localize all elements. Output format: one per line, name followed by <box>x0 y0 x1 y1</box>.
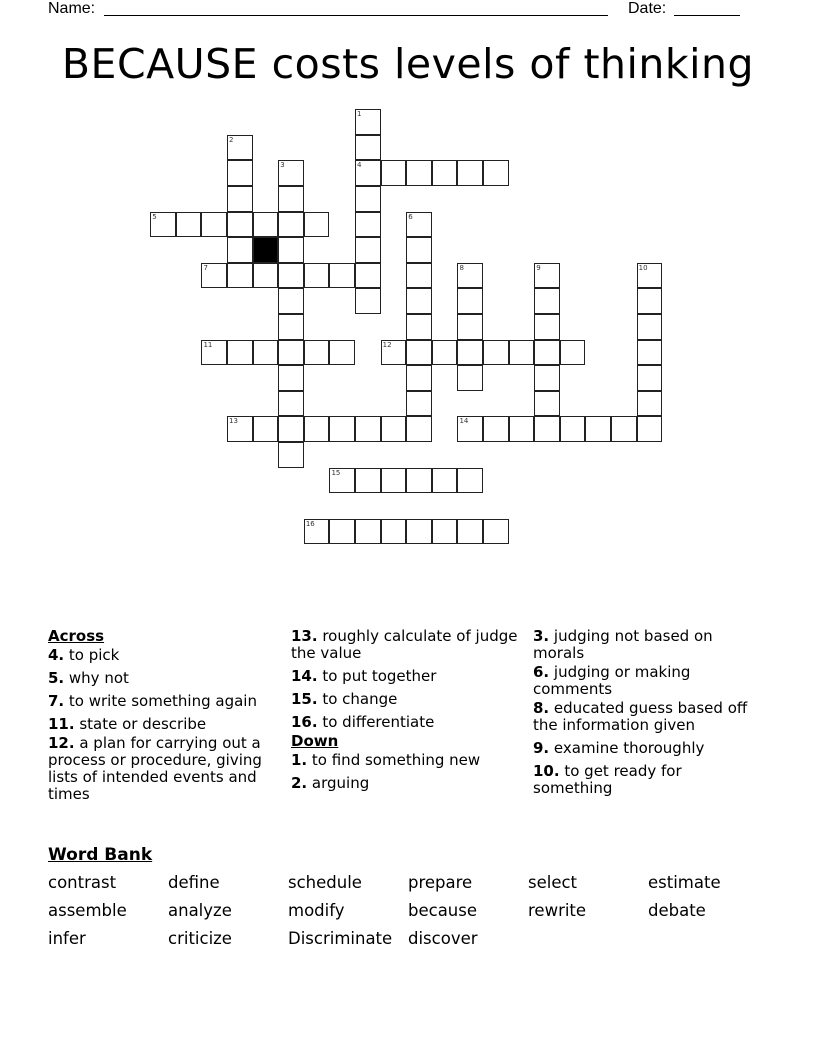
grid-cell[interactable] <box>637 391 663 417</box>
grid-cell[interactable] <box>406 468 432 494</box>
word-bank-item: select <box>528 873 578 892</box>
grid-cell[interactable] <box>355 416 381 442</box>
grid-cell[interactable] <box>457 340 483 366</box>
grid-cell[interactable] <box>509 416 535 442</box>
grid-cell[interactable] <box>406 416 432 442</box>
word-bank <box>48 873 768 948</box>
clue-down-1: 1. to find something new <box>291 751 481 769</box>
grid-cell[interactable] <box>406 288 432 314</box>
clue-number: 4 <box>357 161 362 170</box>
grid-cell[interactable] <box>227 212 253 238</box>
clues-column-2 <box>291 628 521 798</box>
clues-column-1 <box>48 628 278 809</box>
grid-cell[interactable] <box>278 314 304 340</box>
clue-across-4: 4. to pick <box>48 646 120 664</box>
grid-cell[interactable] <box>278 288 304 314</box>
name-label: Name: <box>48 0 96 17</box>
grid-cell[interactable] <box>560 416 586 442</box>
grid-cell[interactable] <box>406 160 432 186</box>
grid-cell[interactable] <box>201 263 227 289</box>
grid-cell[interactable] <box>457 160 483 186</box>
grid-cell[interactable] <box>560 340 586 366</box>
clue-number: 7 <box>203 263 208 272</box>
grid-cell[interactable] <box>585 416 611 442</box>
grid-cell[interactable] <box>150 212 176 238</box>
grid-cell[interactable] <box>227 160 253 186</box>
clue-down-6: 6. judging or making comments <box>533 663 691 698</box>
grid-cell[interactable] <box>637 416 663 442</box>
grid-cell[interactable] <box>304 340 330 366</box>
grid-cell[interactable] <box>355 135 381 161</box>
grid-cell[interactable] <box>278 186 304 212</box>
grid-cell[interactable] <box>253 263 279 289</box>
clue-number: 9 <box>536 263 541 272</box>
clue-down-2: 2. arguing <box>291 774 370 792</box>
grid-cell[interactable] <box>176 212 202 238</box>
grid-cell[interactable] <box>355 519 381 545</box>
clue-number: 15 <box>331 468 341 477</box>
clues-column-3 <box>533 628 763 803</box>
clue-across-13: 13. roughly calculate of judge the value <box>291 627 518 662</box>
word-bank-item: infer <box>48 929 86 948</box>
grid-cell[interactable] <box>406 365 432 391</box>
grid-cell[interactable] <box>432 160 458 186</box>
across-heading: Across <box>48 627 105 645</box>
grid-cell[interactable] <box>253 416 279 442</box>
clue-across-16: 16. to differentiate <box>291 713 435 731</box>
grid-cell[interactable] <box>534 340 560 366</box>
grid-cell[interactable] <box>637 263 663 289</box>
word-bank-item: because <box>408 901 478 920</box>
grid-cell[interactable] <box>406 340 432 366</box>
word-bank-item: schedule <box>288 873 362 892</box>
word-bank-item: modify <box>288 901 345 920</box>
clue-number: 8 <box>459 263 464 272</box>
grid-cell[interactable] <box>534 314 560 340</box>
grid-cell[interactable] <box>534 263 560 289</box>
word-bank-item: assemble <box>48 901 127 920</box>
clue-down-3: 3. judging not based on morals <box>533 627 713 662</box>
grid-cell[interactable] <box>201 212 227 238</box>
word-bank-item: estimate <box>648 873 721 892</box>
word-bank-item: Discriminate <box>288 929 393 948</box>
grid-cell[interactable] <box>534 391 560 417</box>
grid-cell[interactable] <box>227 416 253 442</box>
clue-across-11: 11. state or describe <box>48 715 207 733</box>
grid-cell[interactable] <box>381 416 407 442</box>
grid-cell[interactable] <box>637 288 663 314</box>
grid-cell[interactable] <box>381 468 407 494</box>
clue-number: 16 <box>305 519 315 528</box>
clue-number: 5 <box>152 212 157 221</box>
clue-number: 6 <box>408 212 413 221</box>
clue-across-14: 14. to put together <box>291 667 437 685</box>
grid-cell[interactable] <box>227 237 253 263</box>
grid-cell[interactable] <box>483 160 509 186</box>
grid-cell[interactable] <box>253 340 279 366</box>
grid-cell[interactable] <box>329 468 355 494</box>
word-bank-item: rewrite <box>528 901 587 920</box>
grid-cell[interactable] <box>457 314 483 340</box>
word-bank-item: contrast <box>48 873 117 892</box>
grid-cell[interactable] <box>329 519 355 545</box>
grid-cell[interactable] <box>227 340 253 366</box>
clue-number: 14 <box>459 417 469 426</box>
grid-cell[interactable] <box>457 468 483 494</box>
clue-across-5: 5. why not <box>48 669 129 687</box>
grid-cell[interactable] <box>304 263 330 289</box>
down-heading: Down <box>291 732 339 750</box>
grid-cell[interactable] <box>637 314 663 340</box>
grid-cell[interactable] <box>201 340 227 366</box>
word-bank-item: prepare <box>408 873 473 892</box>
clue-number: 3 <box>280 161 285 170</box>
grid-cell[interactable] <box>432 340 458 366</box>
grid-cell[interactable] <box>483 416 509 442</box>
grid-cell[interactable] <box>406 519 432 545</box>
grid-cell[interactable] <box>381 340 407 366</box>
grid-cell[interactable] <box>355 109 381 135</box>
word-bank-item: define <box>168 873 220 892</box>
clue-down-9: 9. examine thoroughly <box>533 739 705 757</box>
grid-cell[interactable] <box>406 263 432 289</box>
clue-number: 12 <box>382 340 392 349</box>
grid-cell[interactable] <box>483 340 509 366</box>
clue-down-8: 8. educated guess based off the information given <box>533 699 748 734</box>
grid-cell[interactable] <box>381 160 407 186</box>
word-bank-item: discover <box>408 929 478 948</box>
grid-cell[interactable] <box>304 519 330 545</box>
grid-cell[interactable] <box>534 416 560 442</box>
clue-number: 10 <box>638 263 648 272</box>
grid-cell[interactable] <box>304 416 330 442</box>
grid-cell[interactable] <box>278 263 304 289</box>
grid-cell[interactable] <box>329 263 355 289</box>
grid-cell[interactable] <box>278 160 304 186</box>
grid-cell[interactable] <box>611 416 637 442</box>
grid-cell[interactable] <box>304 212 330 238</box>
grid-cell[interactable] <box>253 212 279 238</box>
grid-cell[interactable] <box>457 519 483 545</box>
clue-number: 2 <box>229 135 234 144</box>
grid-cell[interactable] <box>534 365 560 391</box>
word-bank-item: criticize <box>168 929 232 948</box>
grid-cell[interactable] <box>432 519 458 545</box>
puzzle-title: BECAUSE costs levels of thinking <box>61 40 755 88</box>
grid-cell[interactable] <box>355 186 381 212</box>
clue-across-15: 15. to change <box>291 690 398 708</box>
grid-cell[interactable] <box>457 416 483 442</box>
grid-cell[interactable] <box>355 263 381 289</box>
word-bank-item: analyze <box>168 901 232 920</box>
grid-cell[interactable] <box>329 340 355 366</box>
clue-number: 11 <box>203 340 213 349</box>
clue-number: 1 <box>357 110 362 119</box>
grid-cell[interactable] <box>355 212 381 238</box>
grid-cell[interactable] <box>355 160 381 186</box>
grid-cell[interactable] <box>457 365 483 391</box>
grid-cell[interactable] <box>483 519 509 545</box>
black-cell <box>253 237 279 263</box>
grid-cell[interactable] <box>406 237 432 263</box>
grid-cell[interactable] <box>278 237 304 263</box>
grid-cell[interactable] <box>509 340 535 366</box>
grid-cell[interactable] <box>227 263 253 289</box>
grid-cell[interactable] <box>278 391 304 417</box>
clue-across-12: 12. a plan for carrying out a process or procedure, giving lists of intended events and times <box>48 734 262 803</box>
clue-across-7: 7. to write something again <box>48 692 257 710</box>
grid-cell[interactable] <box>355 468 381 494</box>
word-bank-title: Word Bank <box>48 845 153 865</box>
grid-cell[interactable] <box>355 237 381 263</box>
grid-cell[interactable] <box>637 365 663 391</box>
grid-cell[interactable] <box>457 288 483 314</box>
grid-cell[interactable] <box>278 416 304 442</box>
grid-cell[interactable] <box>227 135 253 161</box>
clue-down-10: 10. to get ready for something <box>533 762 682 797</box>
grid-cell[interactable] <box>355 288 381 314</box>
grid-cell[interactable] <box>406 314 432 340</box>
grid-cell[interactable] <box>457 263 483 289</box>
grid-cell[interactable] <box>278 442 304 468</box>
grid-cell[interactable] <box>637 340 663 366</box>
grid-cell[interactable] <box>329 416 355 442</box>
word-bank-item: debate <box>648 901 706 920</box>
grid-cell[interactable] <box>278 340 304 366</box>
grid-cell[interactable] <box>432 468 458 494</box>
date-label: Date: <box>628 0 667 17</box>
grid-cell[interactable] <box>227 186 253 212</box>
grid-cell[interactable] <box>534 288 560 314</box>
grid-cell[interactable] <box>381 519 407 545</box>
grid-cell[interactable] <box>278 365 304 391</box>
grid-cell[interactable] <box>406 391 432 417</box>
grid-cell[interactable] <box>278 212 304 238</box>
clue-number: 13 <box>229 417 238 426</box>
grid-cell[interactable] <box>406 212 432 238</box>
